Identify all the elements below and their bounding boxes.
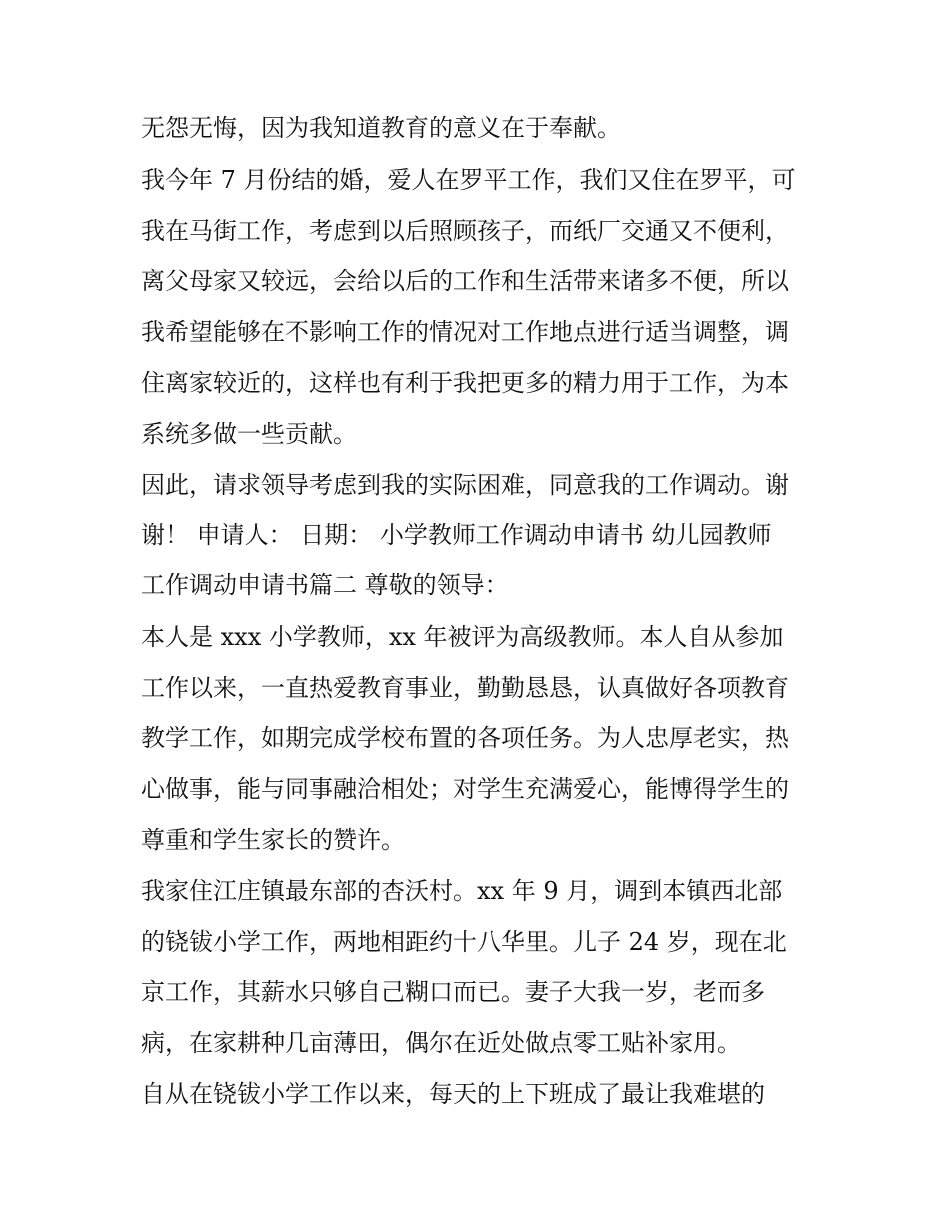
text-line: 的铙钹小学工作，两地相距约十八华里。儿子 24 岁，现在北 xyxy=(141,928,787,956)
text-line: 自从在铙钹小学工作以来，每天的上下班成了最让我难堪的 xyxy=(141,1080,765,1108)
text-line: 住离家较近的，这样也有利于我把更多的精力用于工作，为本 xyxy=(141,369,789,397)
text-line: 尊重和学生家长的赞许。 xyxy=(141,826,405,854)
text-line: 工作以来，一直热爱教育事业，勤勤恳恳，认真做好各项教育 xyxy=(141,674,789,702)
text-line: 工作调动申请书篇二 尊敬的领导： xyxy=(141,571,509,599)
text-line: 我今年 7 月份结的婚，爱人在罗平工作，我们又住在罗平，可 xyxy=(141,166,796,194)
text-line: 我希望能够在不影响工作的情况对工作地点进行适当调整，调 xyxy=(141,318,789,346)
text-line: 心做事，能与同事融洽相处；对学生充满爱心，能博得学生的 xyxy=(141,775,789,803)
text-line: 离父母家又较远，会给以后的工作和生活带来诸多不便，所以 xyxy=(141,267,789,295)
text-line: 本人是 xxx 小学教师，xx 年被评为高级教师。本人自从参加 xyxy=(141,623,784,651)
text-line: 我在马街工作，考虑到以后照顾孩子，而纸厂交通又不便利， xyxy=(141,217,789,245)
text-line: 病，在家耕种几亩薄田，偶尔在近处做点零工贴补家用。 xyxy=(141,1029,741,1057)
text-line: 我家住江庄镇最东部的杏沃村。xx 年 9 月，调到本镇西北部 xyxy=(141,877,783,905)
text-line: 教学工作，如期完成学校布置的各项任务。为人忠厚老实，热 xyxy=(141,724,789,752)
text-line: 系统多做一些贡献。 xyxy=(141,420,357,448)
text-line: 谢！ 申请人： 日期： 小学教师工作调动申请书 幼儿园教师 xyxy=(141,521,772,549)
text-line: 无怨无悔，因为我知道教育的意义在于奉献。 xyxy=(141,114,621,142)
text-line: 因此，请求领导考虑到我的实际困难，同意我的工作调动。谢 xyxy=(141,471,789,499)
text-line: 京工作，其薪水只够自己糊口而已。妻子大我一岁，老而多 xyxy=(141,978,765,1006)
